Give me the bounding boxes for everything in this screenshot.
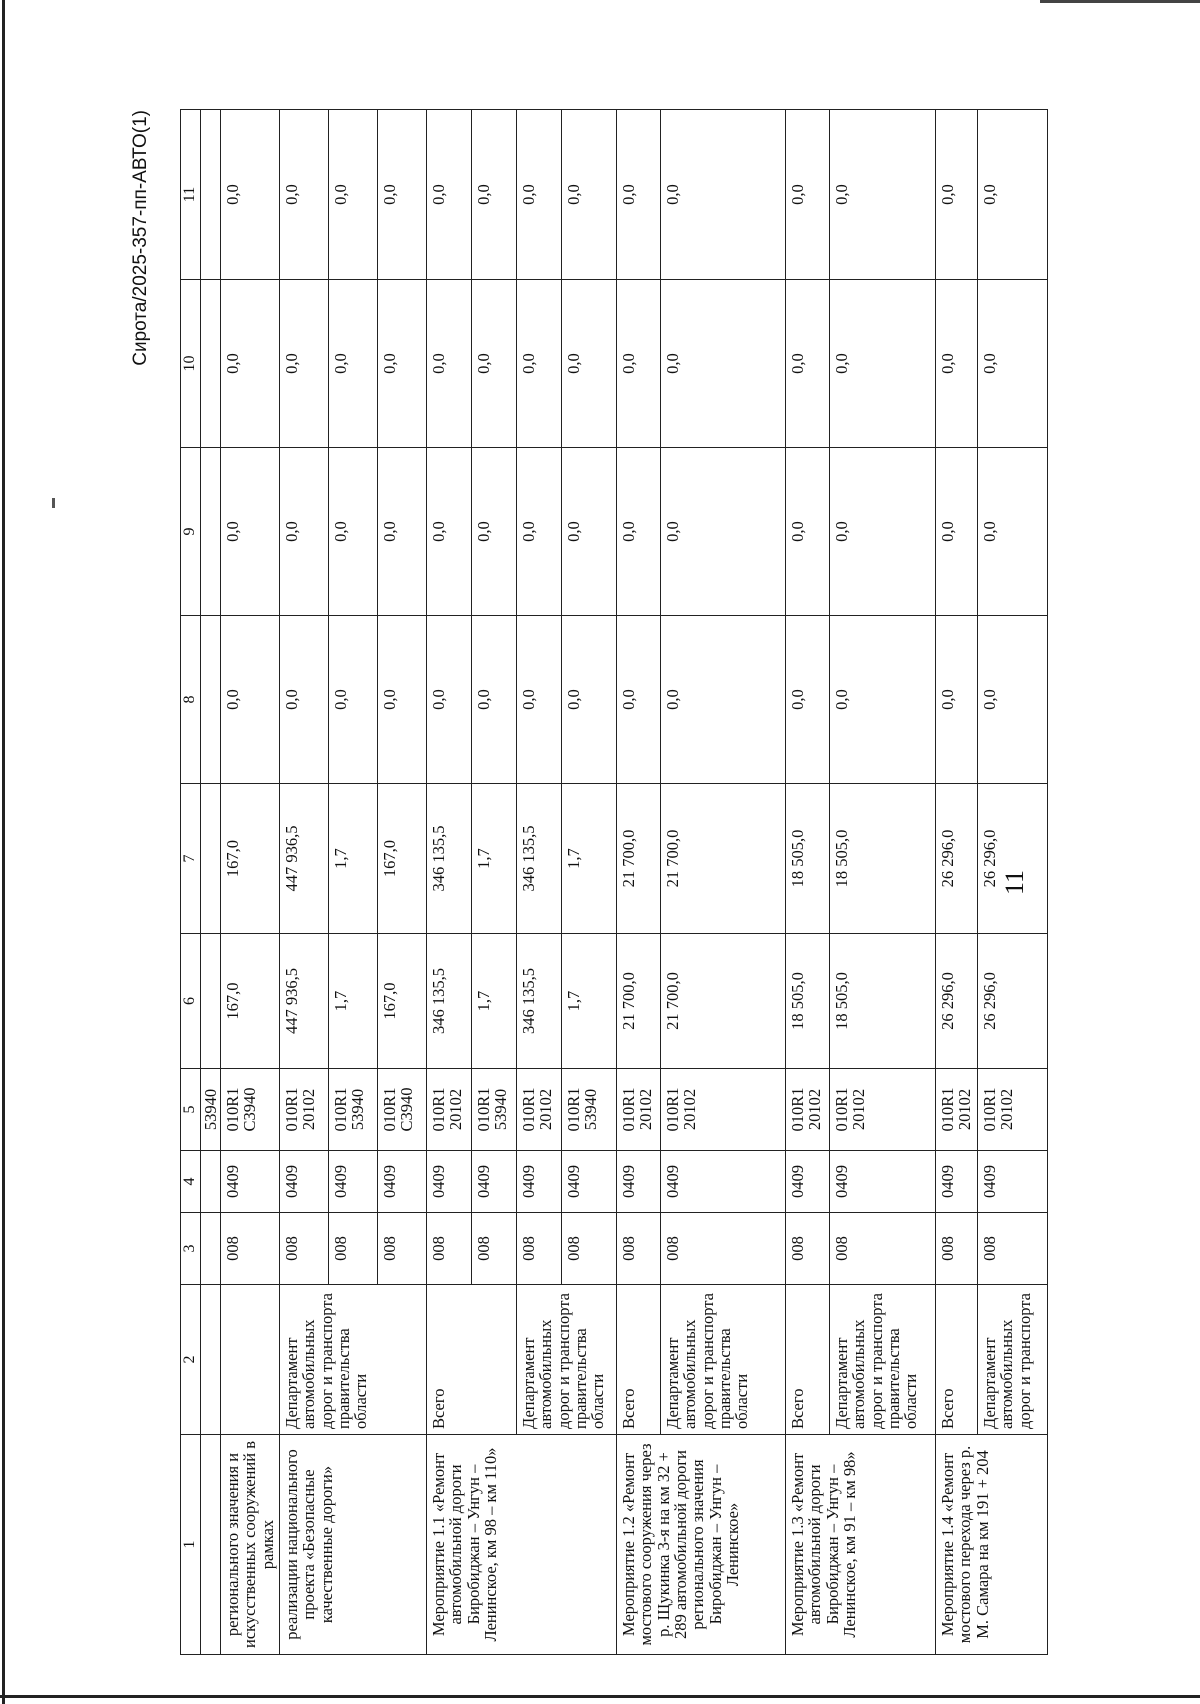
program-name-part: реализации национального проекта «Безопасные качественные дороги» xyxy=(280,1435,427,1655)
amount-total: 346 135,5 xyxy=(427,934,472,1069)
amount-year: 0,0 xyxy=(936,448,978,616)
amount-year: 0,0 xyxy=(427,448,472,616)
amount-year: 0,0 xyxy=(378,280,427,448)
amount-year: 0,0 xyxy=(472,616,517,784)
amount-total: 26 296,0 xyxy=(978,934,1048,1069)
amount-total: 447 936,5 xyxy=(280,934,329,1069)
amount-year: 0,0 xyxy=(221,448,280,616)
amount-year: 1,7 xyxy=(472,784,517,934)
amount-year: 0,0 xyxy=(978,448,1048,616)
amount-year: 0,0 xyxy=(280,448,329,616)
section-code: 0409 xyxy=(830,1151,936,1213)
amount-year: 0,0 xyxy=(329,280,378,448)
amount-year: 0,0 xyxy=(562,280,617,448)
section-code: 0409 xyxy=(936,1151,978,1213)
amount-year: 0,0 xyxy=(562,616,617,784)
table-row xyxy=(936,110,978,1655)
amount-year: 0,0 xyxy=(472,110,517,280)
amount-total: 346 135,5 xyxy=(517,934,562,1069)
kcsr-code: 010R1 С3940 xyxy=(378,1069,427,1151)
responsible-executor: Всего xyxy=(617,1285,661,1435)
amount-total: 167,0 xyxy=(378,934,427,1069)
amount-year: 1,7 xyxy=(562,784,617,934)
amount-year: 0,0 xyxy=(378,110,427,280)
kcsr-code: 010R1 С3940 xyxy=(221,1069,280,1151)
section-code: 0409 xyxy=(562,1151,617,1213)
responsible-executor: Департамент автомобильных дорог и транспорта правительства области xyxy=(830,1285,936,1435)
kcsr-code: 010R1 20102 xyxy=(427,1069,472,1151)
measure-name: Мероприятие 1.4 «Ремонт мостового перехода через р. М. Самара на км 191 + 204 xyxy=(936,1435,1048,1655)
responsible-executor: Всего xyxy=(936,1285,978,1435)
amount-year: 0,0 xyxy=(329,616,378,784)
amount-year: 0,0 xyxy=(221,280,280,448)
amount-year: 0,0 xyxy=(617,110,661,280)
amount-year: 0,0 xyxy=(329,110,378,280)
col-number: 1 xyxy=(181,1435,201,1655)
amount-year: 0,0 xyxy=(978,616,1048,784)
amount-total: 21 700,0 xyxy=(661,934,786,1069)
grbs-code: 008 xyxy=(936,1213,978,1285)
amount-year: 0,0 xyxy=(936,616,978,784)
amount-year: 0,0 xyxy=(280,110,329,280)
amount-year: 0,0 xyxy=(830,280,936,448)
amount-year: 0,0 xyxy=(617,448,661,616)
responsible-executor: Департамент автомобильных дорог и транспорта правительства области xyxy=(661,1285,786,1435)
amount-year: 447 936,5 xyxy=(280,784,329,934)
table-row xyxy=(517,110,562,1655)
amount-year: 0,0 xyxy=(221,616,280,784)
col-number: 7 xyxy=(181,784,201,934)
measure-name: Мероприятие 1.1 «Ремонт автомобильной дороги Биробиджан – Унгун – Ленинское, км 98 – км 110» xyxy=(427,1435,617,1655)
grbs-code: 008 xyxy=(786,1213,830,1285)
amount-year: 0,0 xyxy=(378,616,427,784)
amount-year: 0,0 xyxy=(786,448,830,616)
scan-speck xyxy=(52,498,55,508)
kcsr-code: 010R1 20102 xyxy=(280,1069,329,1151)
amount-year: 0,0 xyxy=(786,616,830,784)
amount-year: 0,0 xyxy=(427,616,472,784)
section-code: 0409 xyxy=(280,1151,329,1213)
amount-year: 0,0 xyxy=(378,448,427,616)
amount-total: 1,7 xyxy=(472,934,517,1069)
col-number: 4 xyxy=(181,1151,201,1213)
amount-year: 0,0 xyxy=(830,110,936,280)
amount-year: 1,7 xyxy=(329,784,378,934)
kcsr-code: 010R1 20102 xyxy=(517,1069,562,1151)
measure-name: Мероприятие 1.3 «Ремонт автомобильной дороги Биробиджан – Унгун – Ленинское, км 91 – км 98» xyxy=(786,1435,936,1655)
amount-total: 1,7 xyxy=(562,934,617,1069)
measure-name: Мероприятие 1.2 «Ремонт мостового сооружения через р. Щукинка 3-я на км 32 + 289 автомобильной дороги регионального значения Биробиджан – Унгун – Ленинское» xyxy=(617,1435,786,1655)
amount-year: 346 135,5 xyxy=(427,784,472,934)
section-code: 0409 xyxy=(472,1151,517,1213)
amount-year: 0,0 xyxy=(936,110,978,280)
col-number: 5 xyxy=(181,1069,201,1151)
grbs-code: 008 xyxy=(978,1213,1048,1285)
kcsr-code: 53940 xyxy=(200,1069,220,1151)
amount-year: 0,0 xyxy=(617,280,661,448)
amount-year: 0,0 xyxy=(978,110,1048,280)
col-number: 11 xyxy=(181,110,201,280)
amount-year: 0,0 xyxy=(517,448,562,616)
responsible-executor: Всего xyxy=(786,1285,830,1435)
kcsr-code: 010R1 20102 xyxy=(661,1069,786,1151)
amount-year: 167,0 xyxy=(378,784,427,934)
grbs-code: 008 xyxy=(378,1213,427,1285)
amount-year: 18 505,0 xyxy=(786,784,830,934)
table-row xyxy=(280,110,329,1655)
amount-year: 0,0 xyxy=(280,616,329,784)
amount-year: 167,0 xyxy=(221,784,280,934)
amount-year: 0,0 xyxy=(661,280,786,448)
amount-year: 0,0 xyxy=(472,448,517,616)
section-code: 0409 xyxy=(427,1151,472,1213)
amount-year: 0,0 xyxy=(978,280,1048,448)
kcsr-code: 010R1 20102 xyxy=(786,1069,830,1151)
grbs-code: 008 xyxy=(562,1213,617,1285)
responsible-executor: Департамент автомобильных дорог и транспорта правительства области xyxy=(280,1285,427,1435)
kcsr-code: 010R1 20102 xyxy=(617,1069,661,1151)
amount-year: 18 505,0 xyxy=(830,784,936,934)
kcsr-code: 010R1 53940 xyxy=(329,1069,378,1151)
amount-year: 0,0 xyxy=(562,448,617,616)
rotated-page-content xyxy=(130,110,1034,1655)
table-row xyxy=(786,110,830,1655)
amount-year: 0,0 xyxy=(786,110,830,280)
table-row xyxy=(830,110,936,1655)
table-row xyxy=(617,110,661,1655)
section-code: 0409 xyxy=(661,1151,786,1213)
grbs-code: 008 xyxy=(329,1213,378,1285)
section-code: 0409 xyxy=(378,1151,427,1213)
table-row xyxy=(661,110,786,1655)
col-number: 9 xyxy=(181,448,201,616)
page-edge-bottom xyxy=(0,1695,1200,1698)
amount-year: 0,0 xyxy=(517,280,562,448)
kcsr-code: 010R1 53940 xyxy=(472,1069,517,1151)
amount-year: 0,0 xyxy=(661,616,786,784)
document-code: Сирота/2025-357-пп-АВТО(1) xyxy=(130,110,151,366)
amount-year: 0,0 xyxy=(427,280,472,448)
amount-year: 0,0 xyxy=(329,448,378,616)
budget-table xyxy=(180,109,1048,1655)
section-code: 0409 xyxy=(221,1151,280,1213)
amount-year: 0,0 xyxy=(280,280,329,448)
amount-year: 0,0 xyxy=(427,110,472,280)
column-number-row xyxy=(181,110,201,1655)
page-edge-left xyxy=(2,0,5,1704)
amount-total: 1,7 xyxy=(329,934,378,1069)
section-code: 0409 xyxy=(517,1151,562,1213)
responsible-executor: Всего xyxy=(427,1285,517,1435)
col-number: 10 xyxy=(181,280,201,448)
amount-year: 21 700,0 xyxy=(617,784,661,934)
grbs-code: 008 xyxy=(830,1213,936,1285)
amount-total: 26 296,0 xyxy=(936,934,978,1069)
amount-year: 26 296,0 xyxy=(978,784,1048,934)
kcsr-code: 010R1 20102 xyxy=(936,1069,978,1151)
grbs-code: 008 xyxy=(617,1213,661,1285)
amount-year: 0,0 xyxy=(661,448,786,616)
amount-year: 0,0 xyxy=(830,448,936,616)
kcsr-code: 010R1 53940 xyxy=(562,1069,617,1151)
amount-year: 0,0 xyxy=(786,280,830,448)
grbs-code: 008 xyxy=(280,1213,329,1285)
program-name-part: регионального значения и искусственных сооружений в рамках xyxy=(221,1435,280,1655)
responsible-executor: Департамент автомобильных дорог и транспорта xyxy=(978,1285,1048,1435)
section-code: 0409 xyxy=(617,1151,661,1213)
amount-year: 346 135,5 xyxy=(517,784,562,934)
grbs-code: 008 xyxy=(472,1213,517,1285)
amount-year: 0,0 xyxy=(517,110,562,280)
table-row xyxy=(200,110,220,1655)
col-number: 2 xyxy=(181,1285,201,1435)
amount-year: 0,0 xyxy=(472,280,517,448)
section-code: 0409 xyxy=(786,1151,830,1213)
amount-year: 0,0 xyxy=(517,616,562,784)
grbs-code: 008 xyxy=(427,1213,472,1285)
col-number: 8 xyxy=(181,616,201,784)
amount-year: 0,0 xyxy=(661,110,786,280)
responsible-executor: Департамент автомобильных дорог и транспорта правительства области xyxy=(517,1285,617,1435)
page-number: 11 xyxy=(1000,869,1029,896)
page-edge-top xyxy=(1040,0,1200,3)
amount-year: 0,0 xyxy=(936,280,978,448)
amount-total: 167,0 xyxy=(221,934,280,1069)
amount-year: 0,0 xyxy=(830,616,936,784)
kcsr-code: 010R1 20102 xyxy=(978,1069,1048,1151)
col-number: 3 xyxy=(181,1213,201,1285)
amount-year: 0,0 xyxy=(562,110,617,280)
amount-year: 26 296,0 xyxy=(936,784,978,934)
grbs-code: 008 xyxy=(221,1213,280,1285)
amount-total: 21 700,0 xyxy=(617,934,661,1069)
col-number: 6 xyxy=(181,934,201,1069)
amount-total: 18 505,0 xyxy=(786,934,830,1069)
section-code: 0409 xyxy=(329,1151,378,1213)
amount-year: 21 700,0 xyxy=(661,784,786,934)
table-row xyxy=(221,110,280,1655)
kcsr-code: 010R1 20102 xyxy=(830,1069,936,1151)
table-row xyxy=(427,110,472,1655)
amount-year: 0,0 xyxy=(617,616,661,784)
table-row xyxy=(978,110,1048,1655)
grbs-code: 008 xyxy=(661,1213,786,1285)
amount-year: 0,0 xyxy=(221,110,280,280)
amount-total: 18 505,0 xyxy=(830,934,936,1069)
grbs-code: 008 xyxy=(517,1213,562,1285)
section-code: 0409 xyxy=(978,1151,1048,1213)
